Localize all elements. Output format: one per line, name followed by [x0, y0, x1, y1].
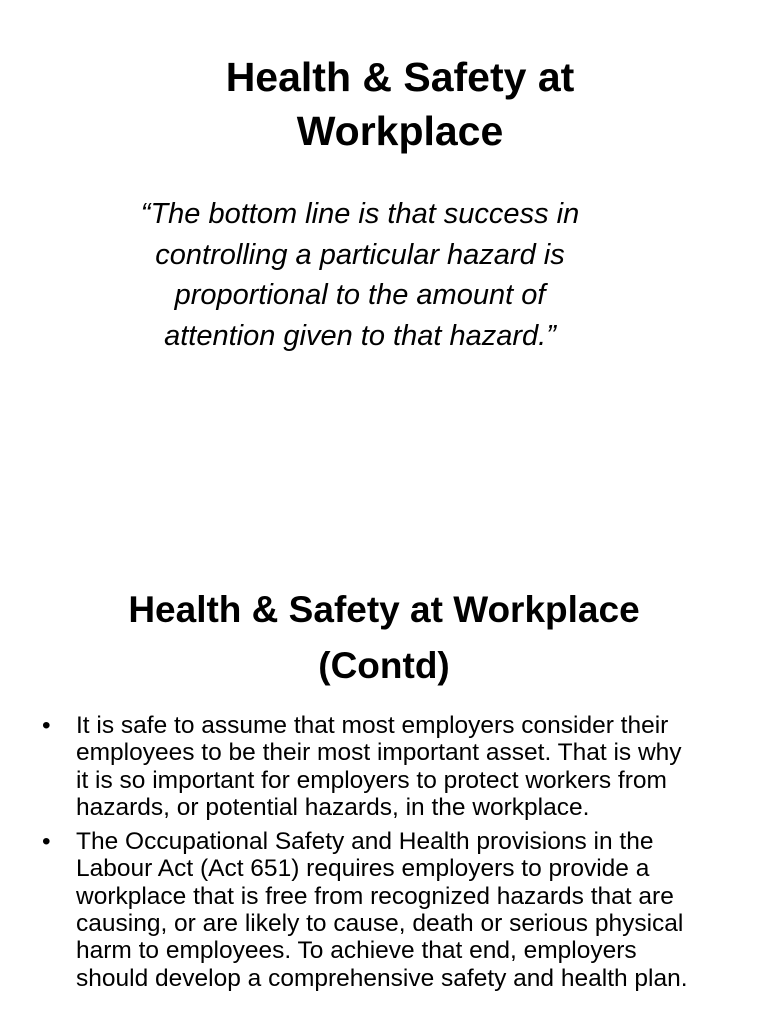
bullet-list — [40, 712, 740, 999]
quote-line: “The bottom line is that success in — [140, 198, 580, 230]
bullet-dot-icon: • — [42, 712, 51, 739]
bullet-line: it is so important for employers to protect workers from — [76, 766, 667, 794]
bullet-line: The Occupational Safety and Health provisions in the — [76, 828, 654, 856]
slide-1-quote — [70, 194, 650, 356]
slide-1-title-line: Workplace — [296, 108, 504, 154]
slide-2-title — [0, 582, 768, 694]
quote-line: proportional to the amount of — [174, 279, 546, 311]
slide-2-title-line: Health & Safety at Workplace — [128, 589, 640, 630]
slide-1-title — [0, 50, 768, 158]
bullet-item — [40, 712, 740, 821]
bullet-line: causing, or are likely to cause, death or serious physical — [76, 910, 684, 938]
bullet-line: workplace that is free from recognized hazards that are — [76, 882, 674, 910]
bullet-line: hazards, or potential hazards, in the workplace. — [76, 793, 590, 821]
bullet-line: harm to employees. To achieve that end, employers — [76, 937, 637, 965]
slide-2-title-line: (Contd) — [318, 645, 450, 686]
quote-line: controlling a particular hazard is — [155, 238, 565, 271]
bullet-line: It is safe to assume that most employers consider their — [76, 712, 669, 739]
quote-line: attention given to that hazard.” — [164, 319, 556, 352]
bullet-dot-icon: • — [42, 828, 51, 856]
bullet-line: employees to be their most important asset. That is why — [76, 739, 682, 767]
slide-2 — [0, 570, 768, 1024]
bullet-item — [40, 828, 740, 992]
slide-1-title-line: Health & Safety at — [225, 54, 575, 100]
bullet-line: Labour Act (Act 651) requires employers to provide a — [76, 855, 650, 883]
bullet-line: should develop a comprehensive safety and health plan. — [76, 964, 688, 992]
